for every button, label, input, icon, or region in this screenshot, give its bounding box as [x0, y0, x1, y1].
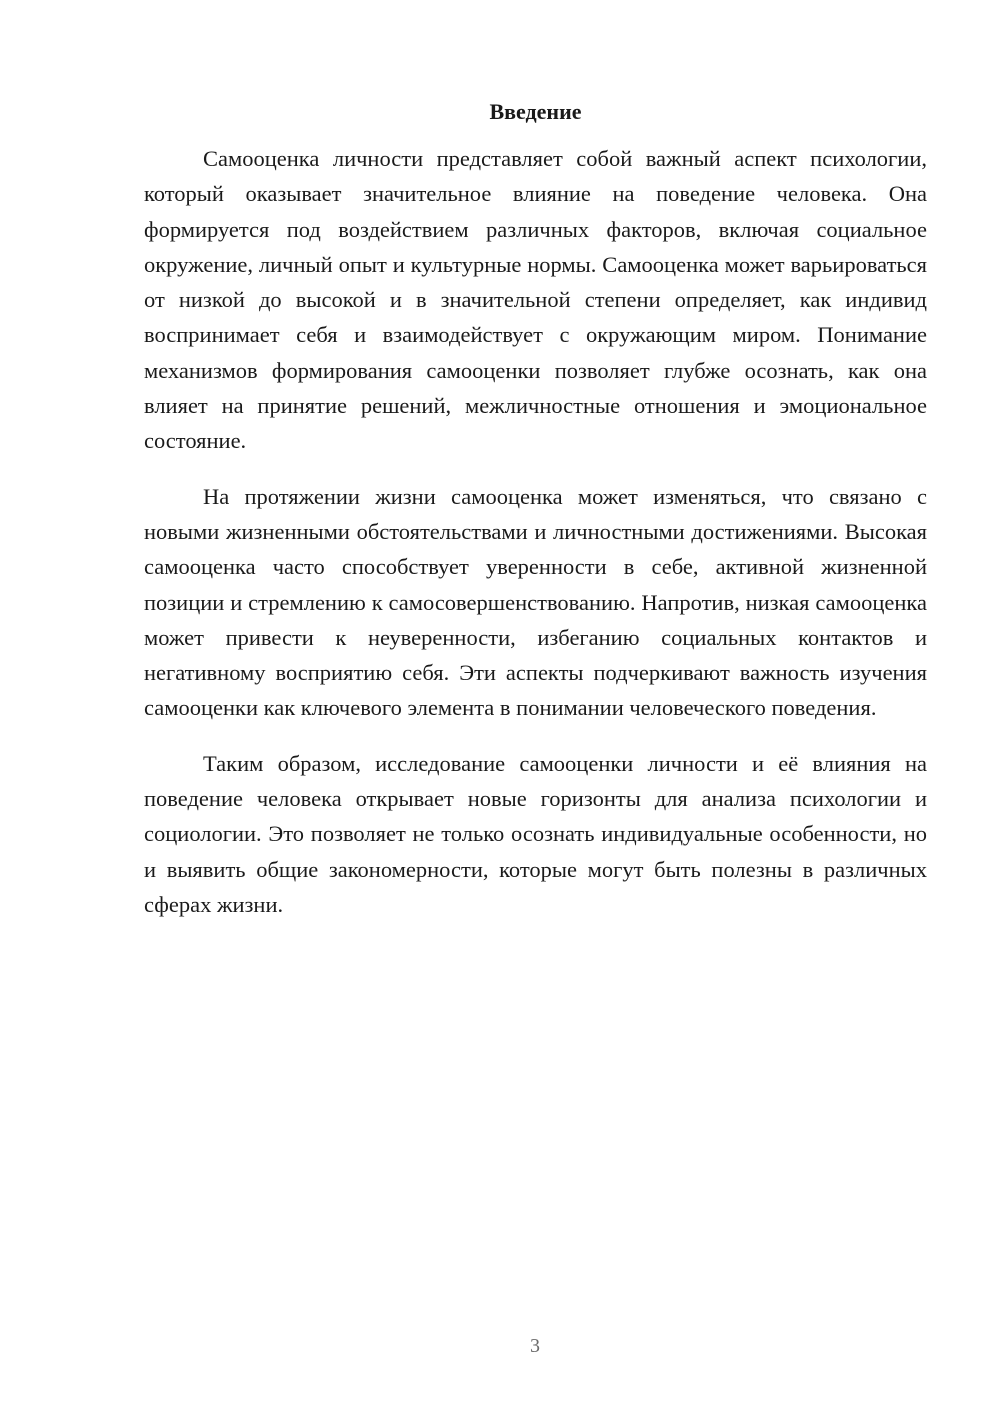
page-content — [144, 96, 927, 922]
section-title: Введение — [489, 99, 582, 124]
paragraph-3: Таким образом, исследование самооценки личности и её влияния на поведение человека открывает новые горизонты для анализа психологии и социологии. Это позволяет не только осознать индивидуальные особенности, но и выявить общие закономерности, которые могут быть полезны в различных сферах жизни. — [144, 750, 927, 917]
paragraph-2: На протяжении жизни самооценка может изменяться, что связано с новыми жизненными обстоятельствами и личностными достижениями. Высокая самооценка часто способствует уверенности в себе, активной жизненной позиции и стремлению к самосовершенствованию. Напротив, низкая самооценка может привести к неуверенности, избеганию социальных контактов и негативному восприятию себя. Эти аспекты подчеркивают важность изучения самооценки как ключевого элемента в понимании человеческого поведения. — [144, 483, 927, 721]
page-number: 3 — [530, 1335, 540, 1357]
paragraph-1: Самооценка личности представляет собой важный аспект психологии, который оказывает значительное влияние на поведение человека. Она формируется под воздействием различных факторов, включая социальное окружение, личный опыт и культурные нормы. Самооценка может варьироваться от низкой до высокой и в значительной степени определяет, как индивид воспринимает себя и взаимодействует с окружающим миром. Понимание механизмов формирования самооценки позволяет глубже осознать, как она влияет на принятие решений, межличностные отношения и эмоциональное состояние. — [144, 146, 927, 454]
